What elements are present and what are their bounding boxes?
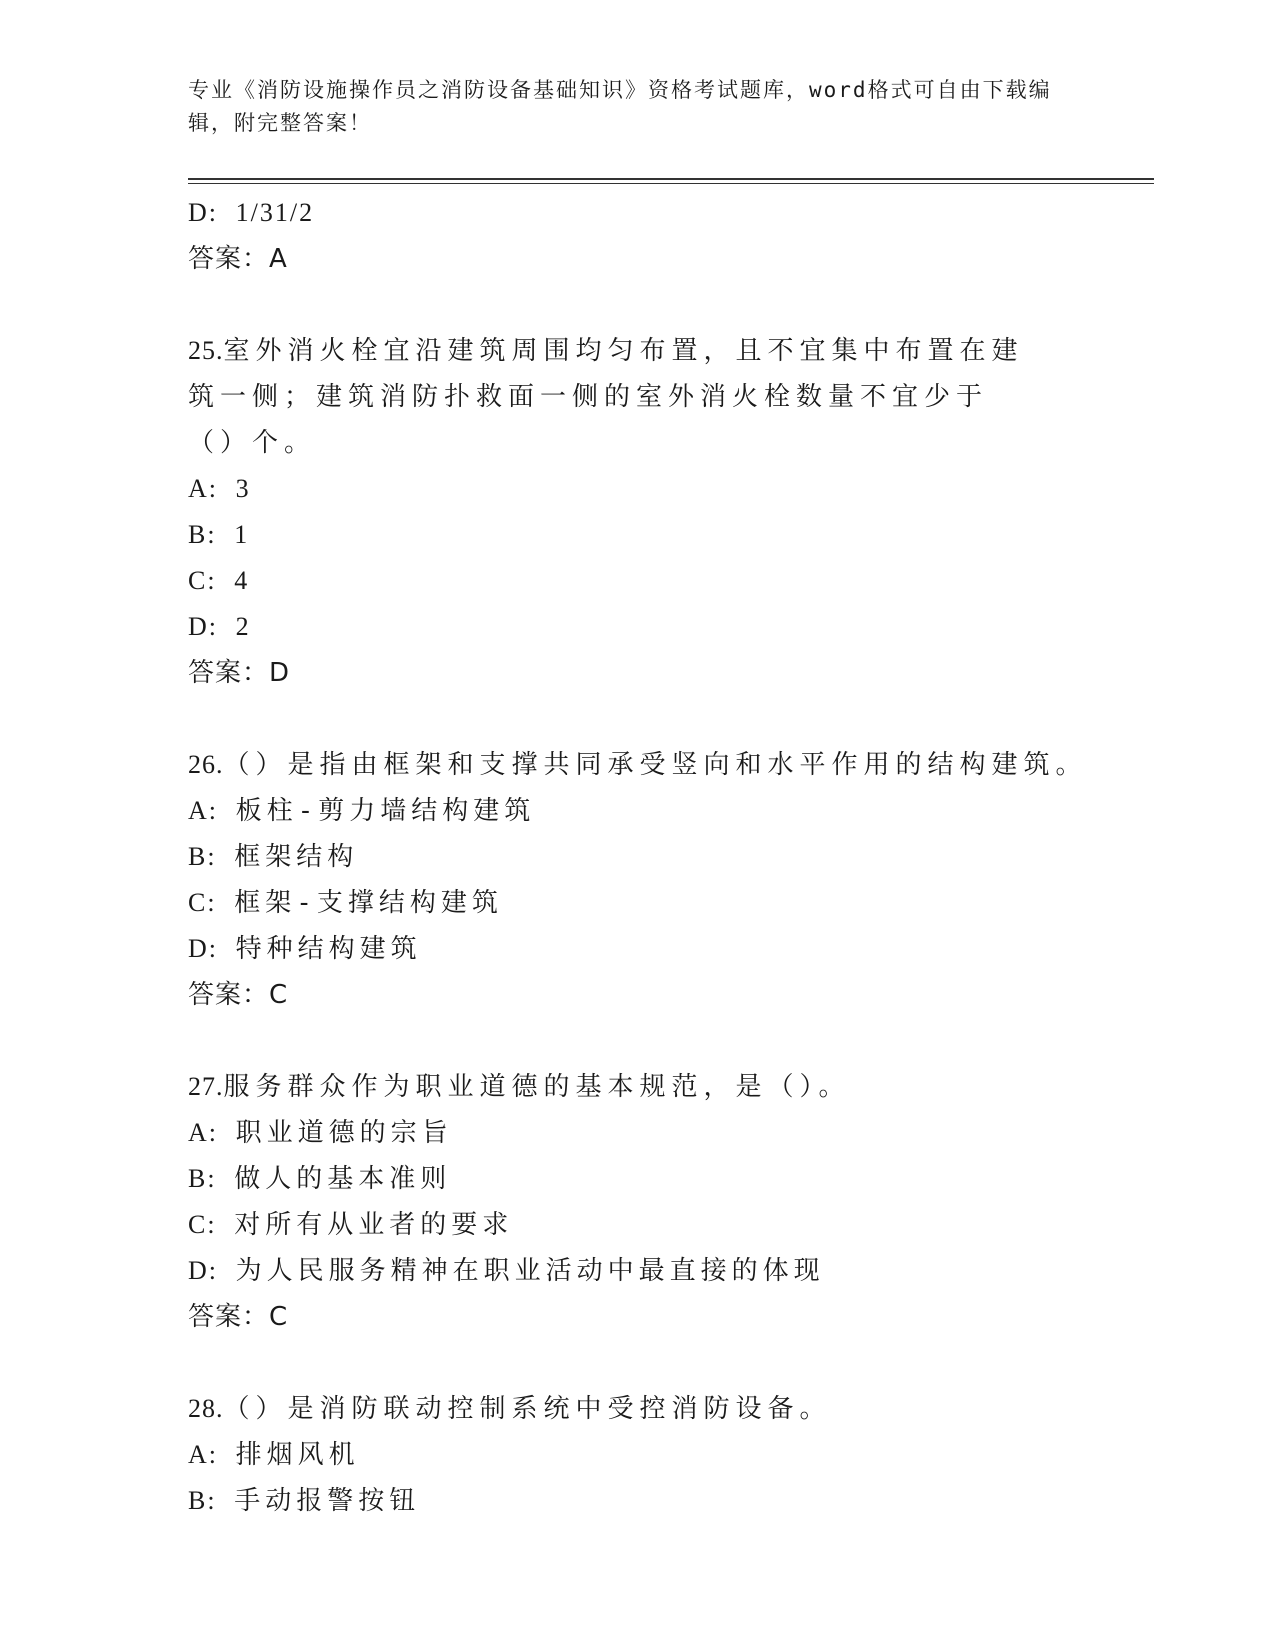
option-prefix: A: [188,1118,218,1147]
option-prefix: B: [188,1164,217,1193]
question-number: 26. [188,750,224,779]
option-prefix: D: [188,198,218,227]
option-b [188,1156,1088,1202]
option-a [188,1110,1088,1156]
option-a [188,466,1088,512]
option-prefix: C: [188,566,217,595]
question-text: 室外消火栓宜沿建筑周围均匀布置，且不宜集中布置在建筑一侧；建筑消防扑救面一侧的室外消火栓数量不宜少于（）个。 [188,336,1024,458]
question-number: 25. [188,336,224,365]
option-prefix: D: [188,612,218,641]
option-text: 特种结构建筑 [235,934,422,964]
option-text: 排烟风机 [235,1440,360,1470]
option-b [188,834,1088,880]
option-prefix: D: [188,934,218,963]
option-text: 框架结构 [234,842,359,872]
question-text: 服务群众作为职业道德的基本规范，是（）。 [223,1072,851,1102]
option-d [188,190,1088,236]
option-prefix: C: [188,1210,217,1239]
option-d [188,1248,1088,1294]
answer-line: 答案：D [188,658,291,688]
option-a [188,1432,1088,1478]
option-text: 框架-支撑结构建筑 [234,888,503,918]
option-text: 1/31/2 [235,198,315,227]
option-prefix: A: [188,796,218,825]
option-text: 2 [235,612,251,641]
document-intro: 专业《消防设施操作员之消防设备基础知识》资格考试题库，word格式可自由下载编辑，附完整答案！ [188,78,1052,135]
option-prefix: B: [188,842,217,871]
option-prefix: B: [188,1486,217,1515]
option-text: 为人民服务精神在职业活动中最直接的体现 [235,1256,825,1286]
option-text: 手动报警按钮 [234,1486,421,1516]
option-text: 4 [234,566,250,595]
header-divider-thick [188,178,1154,180]
option-c [188,558,1088,604]
question-number: 27. [188,1072,224,1101]
option-text: 职业道德的宗旨 [235,1118,453,1148]
answer-line: 答案：C [188,980,289,1010]
question-text: （）是消防联动控制系统中受控消防设备。 [223,1394,832,1424]
option-c [188,880,1088,926]
option-prefix: A: [188,1440,218,1469]
question-text: （）是指由框架和支撑共同承受竖向和水平作用的结构建筑。 [223,750,1088,780]
option-text: 对所有从业者的要求 [234,1210,514,1240]
answer-line: 答案：A [188,244,288,274]
option-b [188,1478,1088,1524]
option-text: 做人的基本准则 [234,1164,452,1194]
question-number: 28. [188,1394,224,1423]
option-prefix: D: [188,1256,218,1285]
question-25 [188,328,1038,466]
option-prefix: A: [188,474,218,503]
option-c [188,1202,1088,1248]
option-text: 3 [235,474,251,503]
header-divider-thin [188,183,1154,184]
question-28 [188,1386,1088,1432]
question-27 [188,1064,1088,1110]
option-prefix: C: [188,888,217,917]
option-d [188,926,1088,972]
option-prefix: B: [188,520,217,549]
option-d [188,604,1088,650]
option-text: 板柱-剪力墙结构建筑 [235,796,536,826]
option-b [188,512,1088,558]
answer-line: 答案：C [188,1302,289,1332]
option-text: 1 [234,520,250,549]
question-26 [188,742,1088,788]
option-a [188,788,1088,834]
question-list [188,190,1088,1524]
